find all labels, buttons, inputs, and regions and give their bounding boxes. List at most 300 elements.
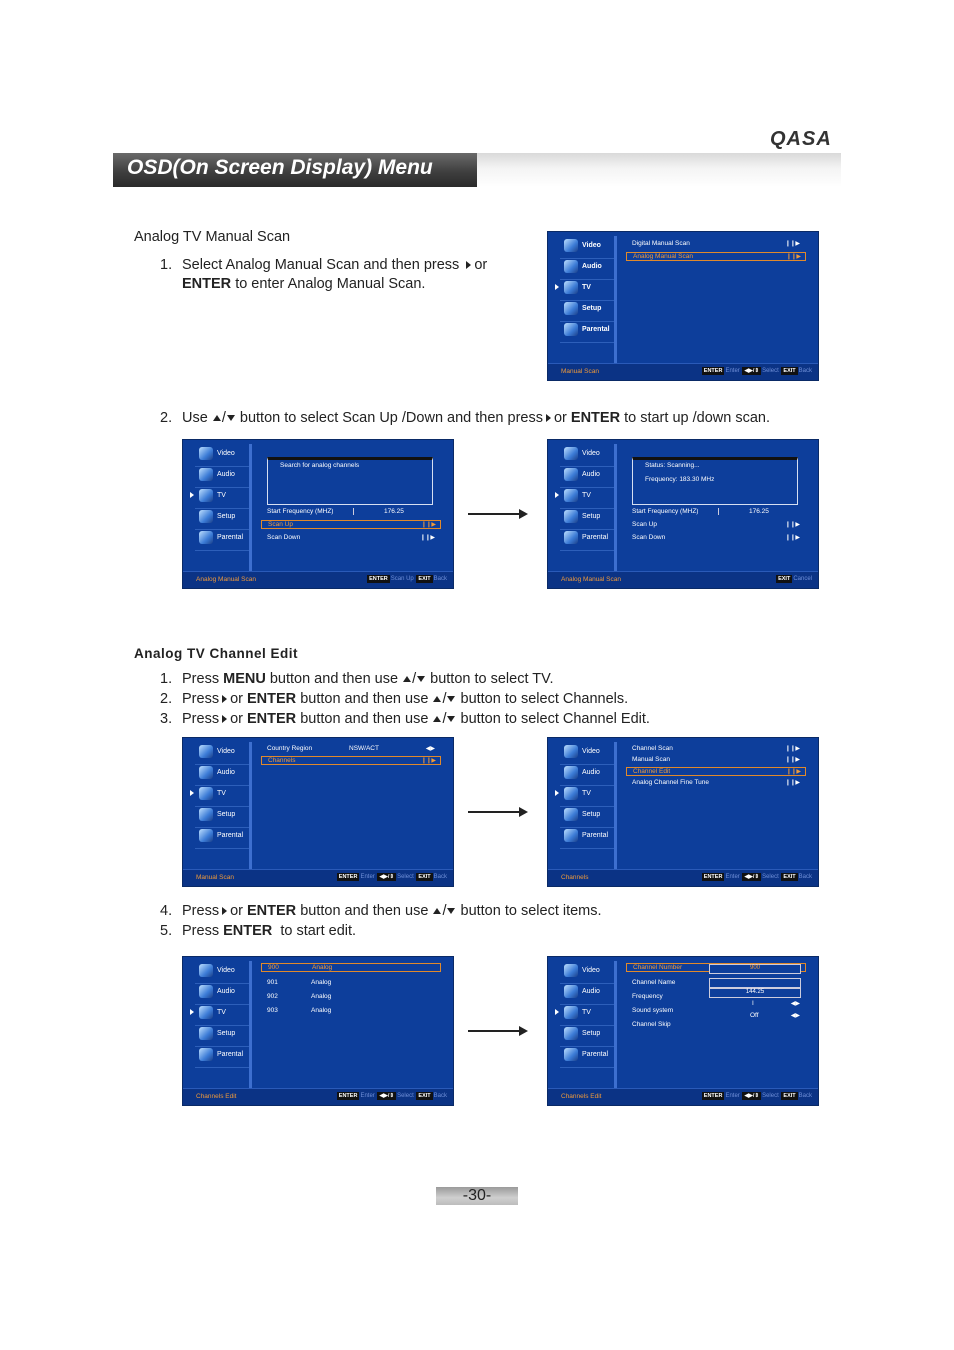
- channel-number-field[interactable]: 900: [709, 964, 801, 974]
- channel-type: Analog: [311, 993, 332, 1000]
- cursor-icon: [190, 492, 194, 498]
- footer-label: Analog Manual Scan: [561, 576, 621, 583]
- scan-status: Status: Scanning...: [645, 462, 700, 469]
- hint: Enter: [725, 1093, 740, 1099]
- menu-item-setup: [560, 1027, 616, 1045]
- step-text: Use: [182, 410, 208, 426]
- exit-key: EXIT: [783, 874, 796, 880]
- down-arrow-icon: [417, 676, 425, 682]
- cursor-icon: [555, 284, 559, 290]
- footer-label: Channels Edit: [196, 1093, 237, 1100]
- menu-label: TV: [582, 492, 591, 499]
- step-4-number: 4.: [160, 903, 173, 919]
- parental-icon: [564, 531, 578, 544]
- country-region-row: [267, 745, 439, 754]
- option-analog-manual-scan: [626, 252, 806, 261]
- enter-arrow-icon: ❙❙▶: [785, 746, 800, 752]
- title-bar: [113, 153, 841, 187]
- option-label: Scan Down: [267, 534, 301, 541]
- step-2-text: Use / button to select Scan Up /Down and then press or ENTER to start up /down scan.: [182, 410, 770, 426]
- menu-item-tv: [560, 787, 616, 805]
- menu-item-tv: [195, 787, 251, 805]
- footer-hints: [366, 575, 447, 583]
- option-channel-edit: [626, 767, 806, 776]
- left-right-arrow-icon: ◀▶: [425, 746, 435, 752]
- step-text: button to select Scan Up /Down and then press: [239, 410, 543, 426]
- footer-label: Manual Scan: [561, 368, 599, 375]
- parental-icon: [564, 1048, 578, 1061]
- option-scan-up: [261, 520, 441, 529]
- audio-icon: [199, 985, 213, 998]
- menu-label: Video: [582, 242, 601, 249]
- field-label: Channel Name: [632, 979, 676, 986]
- step-text: or: [553, 410, 567, 426]
- enter-key: ENTER: [369, 576, 388, 582]
- video-icon: [199, 745, 213, 758]
- osd-screen-tv-channels: [182, 737, 454, 887]
- menu-label: Setup: [217, 811, 236, 818]
- menu-label: Setup: [582, 811, 601, 818]
- field-label: Channel Number: [633, 964, 683, 971]
- option-label: Analog Channel Fine Tune: [632, 779, 709, 786]
- enter-arrow-icon: ❙❙▶: [420, 535, 435, 541]
- step-text: Press: [182, 711, 220, 727]
- menu-label: Setup: [582, 1030, 601, 1037]
- osd-footer: [183, 869, 453, 886]
- field-label: Channel Skip: [632, 1021, 671, 1028]
- menu-item-video: [195, 964, 251, 982]
- menu-item-video: [560, 745, 616, 763]
- option-label: Analog Manual Scan: [633, 253, 693, 260]
- up-arrow-icon: [433, 696, 441, 702]
- osd-screen-analog-scanning: [547, 439, 819, 589]
- edit-step-3: Press or ENTER button and then use / button to select Channel Edit.: [182, 711, 650, 727]
- enter-key: ENTER: [703, 1093, 723, 1099]
- video-icon: [564, 447, 578, 460]
- menu-label: Video: [582, 450, 600, 457]
- parental-icon: [199, 1048, 213, 1061]
- step-text: button to select TV.: [430, 671, 554, 687]
- step-2-number: 2.: [160, 691, 173, 707]
- footer-label: Channels: [561, 874, 589, 881]
- enter-key-label: ENTER: [247, 691, 297, 707]
- menu-label: Setup: [217, 1030, 236, 1037]
- tv-icon: [564, 281, 578, 294]
- step-1-text-line2: [182, 276, 425, 292]
- menu-item-parental: [560, 323, 616, 341]
- enter-arrow-icon: ❙❙▶: [785, 241, 800, 247]
- menu-item-video: [560, 447, 616, 465]
- tv-icon: [564, 787, 578, 800]
- field-value: 176.25: [718, 508, 769, 515]
- menu-item-audio: [560, 985, 616, 1003]
- down-arrow-icon: [227, 415, 235, 421]
- hint: Back: [798, 1093, 812, 1099]
- menu-item-setup: [195, 510, 251, 528]
- enter-key: ENTER: [338, 1093, 358, 1099]
- hint: Back: [433, 576, 447, 582]
- menu-label: Video: [582, 748, 600, 755]
- edit-step-5: [182, 923, 356, 939]
- menu-item-parental: [195, 829, 251, 847]
- osd-screen-channels-list: [547, 737, 819, 887]
- channel-type: Analog: [311, 979, 332, 986]
- start-frequency-row: [267, 508, 439, 517]
- nav-keys-icon: ◀▶/⇕: [744, 1093, 760, 1099]
- right-arrow-icon: [222, 695, 227, 703]
- enter-arrow-icon: ❙❙▶: [785, 522, 800, 528]
- option-analog-fine-tune: [632, 779, 804, 788]
- option-label: Scan Up: [632, 521, 657, 528]
- audio-icon: [564, 766, 578, 779]
- menu-item-tv: [560, 281, 616, 299]
- hint: Enter: [725, 368, 740, 374]
- menu-item-setup: [195, 808, 251, 826]
- hint: Select: [762, 1093, 779, 1099]
- enter-key-label: ENTER: [247, 903, 297, 919]
- enter-arrow-icon: ❙❙▶: [785, 535, 800, 541]
- menu-label: Parental: [582, 534, 609, 541]
- setup-icon: [564, 808, 578, 821]
- cursor-icon: [190, 790, 194, 796]
- footer-hints: [701, 873, 812, 881]
- osd-footer: [548, 363, 818, 380]
- menu-label: Audio: [582, 988, 600, 995]
- menu-item-video: [560, 964, 616, 982]
- setup-icon: [564, 1027, 578, 1040]
- cursor-icon: [190, 1009, 194, 1015]
- option-scan-down: [267, 534, 439, 543]
- channel-type: Analog: [312, 964, 333, 971]
- right-arrow-icon: [546, 414, 551, 422]
- step-2-number: 2.: [160, 410, 173, 426]
- page-number: -30-: [436, 1187, 518, 1205]
- parental-icon: [199, 531, 213, 544]
- nav-keys-icon: ◀▶/⇕: [744, 874, 760, 880]
- menu-item-setup: [195, 1027, 251, 1045]
- step-text: Select Analog Manual Scan and then press: [182, 257, 460, 273]
- exit-key: EXIT: [783, 368, 796, 374]
- setup-icon: [199, 1027, 213, 1040]
- menu-label: Audio: [217, 769, 235, 776]
- exit-key: EXIT: [778, 576, 791, 582]
- down-arrow-icon: [447, 908, 455, 914]
- menu-label: Audio: [217, 471, 235, 478]
- osd-screen-channels-edit-list: [182, 956, 454, 1106]
- step-text: button and then use: [300, 691, 429, 707]
- step-1-text: [182, 257, 487, 273]
- setup-icon: [199, 510, 213, 523]
- osd-footer: [183, 1088, 453, 1105]
- menu-item-audio: [195, 985, 251, 1003]
- hint: Enter: [360, 874, 375, 880]
- step-text: to enter Analog Manual Scan.: [235, 276, 426, 292]
- menu-label: Audio: [582, 471, 600, 478]
- menu-item-parental: [560, 531, 616, 549]
- menu-label: TV: [217, 492, 226, 499]
- menu-item-parental: [560, 1048, 616, 1066]
- menu-label: Setup: [217, 513, 236, 520]
- menu-item-audio: [560, 468, 616, 486]
- exit-key: EXIT: [418, 874, 431, 880]
- right-arrow-icon: [466, 261, 471, 269]
- menu-item-tv: [195, 489, 251, 507]
- setup-icon: [564, 302, 578, 315]
- hint: Back: [798, 368, 812, 374]
- page-title: OSD(On Screen Display) Menu: [127, 156, 433, 179]
- hint: Enter: [360, 1093, 375, 1099]
- menu-item-setup: [560, 510, 616, 528]
- audio-icon: [199, 766, 213, 779]
- menu-label: Video: [217, 450, 235, 457]
- up-arrow-icon: [213, 415, 221, 421]
- enter-arrow-icon: ❙❙▶: [785, 780, 800, 786]
- footer-hints: [336, 1092, 447, 1100]
- menu-item-parental: [195, 531, 251, 549]
- menu-label: TV: [217, 1009, 226, 1016]
- start-frequency-row: [632, 508, 804, 517]
- option-label: Digital Manual Scan: [632, 240, 690, 247]
- cursor-icon: [555, 790, 559, 796]
- arrow-right-icon: [468, 811, 520, 813]
- enter-key-label: ENTER: [182, 276, 232, 292]
- enter-arrow-icon: ❙❙▶: [785, 757, 800, 763]
- parental-icon: [199, 829, 213, 842]
- step-text: button to select Channels.: [460, 691, 629, 707]
- step-1-number: 1.: [160, 257, 173, 273]
- table-row: [267, 1007, 439, 1016]
- cursor-icon: [555, 492, 559, 498]
- tv-icon: [199, 1006, 213, 1019]
- scan-frequency: Frequency: 183.30 MHz: [645, 476, 715, 483]
- menu-label: Video: [582, 967, 600, 974]
- table-row: [267, 993, 439, 1002]
- menu-item-setup: [560, 302, 616, 320]
- menu-item-audio: [560, 766, 616, 784]
- menu-label: Parental: [582, 1051, 609, 1058]
- step-text: button and then use: [300, 711, 429, 727]
- channel-type: Analog: [311, 1007, 332, 1014]
- step-text: to start edit.: [280, 923, 357, 939]
- enter-arrow-icon: ❙❙▶: [786, 769, 801, 775]
- menu-item-setup: [560, 808, 616, 826]
- menu-item-video: [560, 239, 616, 257]
- tv-icon: [564, 489, 578, 502]
- footer-hints: [336, 873, 447, 881]
- setup-icon: [199, 808, 213, 821]
- scan-panel: [267, 457, 433, 505]
- option-scan-up: [632, 521, 804, 530]
- step-text: or: [230, 711, 243, 727]
- exit-key: EXIT: [418, 1093, 431, 1099]
- menu-label: Parental: [217, 832, 244, 839]
- menu-label: Parental: [582, 326, 610, 333]
- menu-label: Setup: [582, 305, 602, 312]
- channel-number: 900: [268, 964, 279, 971]
- enter-arrow-icon: ❙❙▶: [786, 254, 801, 260]
- hint: Cancel: [793, 576, 812, 582]
- enter-arrow-icon: ❙❙▶: [421, 522, 436, 528]
- menu-item-video: [195, 447, 251, 465]
- video-icon: [564, 964, 578, 977]
- step-text: Press: [182, 691, 220, 707]
- manual-scan-heading: Analog TV Manual Scan: [134, 229, 291, 245]
- up-arrow-icon: [433, 908, 441, 914]
- menu-item-audio: [195, 468, 251, 486]
- footer-hints: [775, 575, 812, 583]
- step-text: Press: [182, 903, 220, 919]
- footer-hints: [701, 1092, 812, 1100]
- step-text: to start up /down scan.: [624, 410, 770, 426]
- step-text: or: [230, 691, 243, 707]
- menu-label: TV: [582, 284, 591, 291]
- osd-footer: [183, 571, 453, 588]
- channel-edit-heading: Analog TV Channel Edit: [134, 646, 299, 661]
- nav-keys-icon: ◀▶/⇕: [379, 874, 395, 880]
- video-icon: [564, 239, 578, 252]
- menu-item-tv: [560, 489, 616, 507]
- tv-icon: [199, 787, 213, 800]
- arrow-right-icon: [468, 1030, 520, 1032]
- video-icon: [199, 964, 213, 977]
- menu-item-tv: [195, 1006, 251, 1024]
- option-digital-manual-scan: [632, 240, 804, 249]
- table-row: [261, 963, 441, 972]
- menu-label: Video: [217, 967, 235, 974]
- hint: Back: [433, 1093, 447, 1099]
- option-channels: [261, 756, 441, 765]
- option-channel-scan: [632, 745, 804, 754]
- frequency-field[interactable]: 144.25: [709, 988, 801, 998]
- step-text: button and then use: [269, 671, 399, 687]
- option-label: Scan Up: [268, 521, 293, 528]
- video-icon: [564, 745, 578, 758]
- menu-label: Video: [217, 748, 235, 755]
- menu-label: TV: [582, 790, 591, 797]
- channel-name-field[interactable]: [709, 978, 801, 988]
- step-text: button to select items.: [460, 903, 602, 919]
- menu-label: Audio: [582, 263, 602, 270]
- table-row: [267, 979, 439, 988]
- down-arrow-icon: [447, 696, 455, 702]
- menu-label: Audio: [217, 988, 235, 995]
- edit-step-1: Press MENU button and then use / button to select TV.: [182, 671, 554, 687]
- footer-label: Manual Scan: [196, 874, 234, 881]
- channel-number: 901: [267, 979, 278, 986]
- menu-item-audio: [195, 766, 251, 784]
- parental-icon: [564, 829, 578, 842]
- channel-number: 902: [267, 993, 278, 1000]
- step-5-number: 5.: [160, 923, 173, 939]
- up-arrow-icon: [403, 676, 411, 682]
- field-label: Frequency: [632, 993, 663, 1000]
- menu-key-label: MENU: [223, 671, 266, 687]
- field-label: Start Frequency (MHZ): [632, 508, 699, 515]
- enter-key-label: ENTER: [570, 410, 621, 426]
- left-right-arrow-icon: ◀▶: [790, 1013, 800, 1019]
- option-label: Scan Down: [632, 534, 666, 541]
- menu-label: Parental: [582, 832, 609, 839]
- menu-label: Audio: [582, 769, 600, 776]
- hint: Back: [798, 874, 812, 880]
- hint: Select: [762, 368, 779, 374]
- audio-icon: [564, 468, 578, 481]
- option-label: Manual Scan: [632, 756, 670, 763]
- channel-number: 903: [267, 1007, 278, 1014]
- arrow-right-icon: [468, 513, 520, 515]
- setup-icon: [564, 510, 578, 523]
- exit-key: EXIT: [783, 1093, 796, 1099]
- field-value: NSW/ACT: [349, 745, 379, 752]
- option-manual-scan: [632, 756, 804, 765]
- footer-hints: [701, 367, 812, 375]
- right-arrow-icon: [222, 907, 227, 915]
- option-label: Channels: [268, 757, 296, 764]
- step-text: Press: [182, 923, 220, 939]
- channel-skip-value: Off: [750, 1012, 759, 1019]
- step-text: button to select Channel Edit.: [460, 711, 650, 727]
- step-1-number: 1.: [160, 671, 173, 687]
- enter-arrow-icon: ❙❙▶: [421, 758, 436, 764]
- scan-status-panel: [632, 457, 798, 505]
- nav-keys-icon: ◀▶/⇕: [744, 368, 760, 374]
- audio-icon: [199, 468, 213, 481]
- osd-screen-analog-scan-search: [182, 439, 454, 589]
- hint: Back: [433, 874, 447, 880]
- field-label: Start Frequency (MHZ): [267, 508, 334, 515]
- hint: Select: [397, 1093, 414, 1099]
- osd-screen-manual-scan: [547, 231, 819, 381]
- footer-label: Channels Edit: [561, 1093, 602, 1100]
- video-icon: [199, 447, 213, 460]
- enter-key-label: ENTER: [223, 923, 273, 939]
- sound-system-value: I: [752, 1000, 754, 1007]
- option-scan-down: [632, 534, 804, 543]
- menu-label: TV: [582, 1009, 591, 1016]
- step-text: Press: [182, 671, 220, 687]
- step-text: or: [230, 903, 243, 919]
- osd-footer: [548, 571, 818, 588]
- channel-skip-value-row: [632, 1012, 804, 1021]
- step-text: button and then use: [300, 903, 429, 919]
- enter-key: ENTER: [338, 874, 358, 880]
- hint: Scan Up: [390, 576, 414, 582]
- tv-icon: [564, 1006, 578, 1019]
- up-arrow-icon: [433, 716, 441, 722]
- enter-key-label: ENTER: [247, 711, 297, 727]
- menu-item-tv: [560, 1006, 616, 1024]
- menu-label: TV: [217, 790, 226, 797]
- hint: Select: [762, 874, 779, 880]
- step-3-number: 3.: [160, 711, 173, 727]
- menu-label: Parental: [217, 534, 244, 541]
- menu-label: Setup: [582, 513, 601, 520]
- audio-icon: [564, 985, 578, 998]
- nav-keys-icon: ◀▶/⇕: [379, 1093, 395, 1099]
- audio-icon: [564, 260, 578, 273]
- edit-step-4: Press or ENTER button and then use / button to select items.: [182, 903, 602, 919]
- panel-text: Search for analog channels: [280, 462, 360, 469]
- menu-item-parental: [195, 1048, 251, 1066]
- channel-skip-row: [632, 1021, 804, 1030]
- right-arrow-icon: [222, 715, 227, 723]
- menu-item-audio: [560, 260, 616, 278]
- hint: Select: [397, 874, 414, 880]
- menu-item-parental: [560, 829, 616, 847]
- parental-icon: [564, 323, 578, 336]
- cursor-icon: [555, 1009, 559, 1015]
- option-label: Channel Edit: [633, 768, 671, 775]
